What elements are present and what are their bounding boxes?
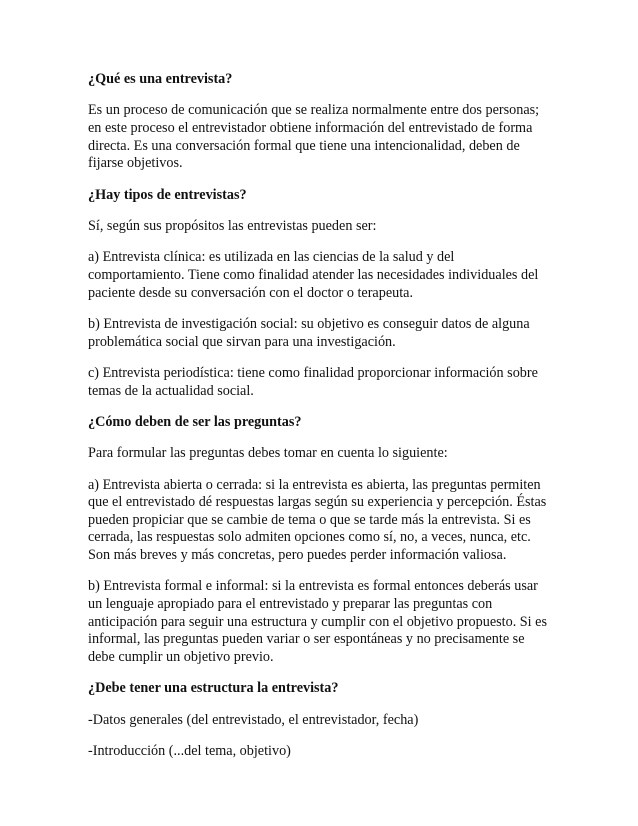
paragraph	[88, 249, 558, 302]
paragraph-line: Son más breves y más concretas, pero puedes perder información valiosa.	[88, 547, 507, 564]
section-heading: ¿Cómo deben de ser las preguntas?	[88, 413, 302, 430]
paragraph-line: fijarse objetivos.	[88, 155, 183, 172]
paragraph-line: un lenguaje apropiado para el entrevistado y preparar las preguntas con	[88, 596, 493, 613]
paragraph-line: b) Entrevista de investigación social: su objetivo es conseguir datos de alguna	[88, 315, 530, 332]
paragraph	[88, 743, 558, 761]
paragraph-line: a) Entrevista abierta o cerrada: si la entrevista es abierta, las preguntas permiten	[88, 476, 541, 493]
paragraph	[88, 445, 558, 463]
paragraph	[88, 477, 558, 565]
paragraph-line: informal, las preguntas pueden variar o ser espontáneas y no precisamente se	[88, 631, 525, 648]
paragraph-line: b) Entrevista formal e informal: si la entrevista es formal entonces deberás usar	[88, 578, 538, 595]
paragraph-line: -Datos generales (del entrevistado, el entrevistador, fecha)	[88, 711, 419, 728]
paragraph	[88, 316, 558, 351]
paragraph-line: pueden propiciar que se cambie de tema o que se tarde más la entrevista. Si es	[88, 511, 531, 528]
section-heading: ¿Debe tener una estructura la entrevista?	[88, 680, 339, 697]
section-heading: ¿Qué es una entrevista?	[88, 71, 233, 87]
paragraph-line: temas de la actualidad social.	[88, 382, 254, 399]
paragraph-line: comportamiento. Tiene como finalidad atender las necesidades individuales del	[88, 266, 539, 283]
paragraph-line: Es un proceso de comunicación que se realiza normalmente entre dos personas;	[88, 102, 540, 119]
paragraph-line: anticipación para seguir una estructura y cumplir con el objetivo propuesto. Si es	[88, 613, 547, 630]
paragraph-line: Sí, según sus propósitos las entrevistas pueden ser:	[88, 217, 377, 234]
paragraph-line: que el entrevistado dé respuestas largas según su experiencia y percepción. Éstas	[88, 494, 547, 511]
paragraph-line: -Introducción (...del tema, objetivo)	[88, 742, 291, 759]
paragraph-line: debe cumplir un objetivo previo.	[88, 648, 274, 665]
paragraph	[88, 218, 558, 236]
paragraph-line: Para formular las preguntas debes tomar en cuenta lo siguiente:	[88, 445, 448, 462]
paragraph	[88, 365, 558, 400]
paragraph-line: en este proceso el entrevistador obtiene información del entrevistado de forma	[88, 119, 533, 136]
paragraph	[88, 712, 558, 730]
paragraph-line: cerrada, las respuestas solo admiten opciones como sí, no, a veces, nunca, etc.	[88, 529, 531, 546]
document-page	[88, 71, 558, 774]
paragraph-line: problemática social que sirvan para una investigación.	[88, 333, 396, 350]
paragraph-line: paciente desde su conversación con el doctor o terapeuta.	[88, 284, 413, 301]
paragraph-line: c) Entrevista periodística: tiene como finalidad proporcionar información sobre	[88, 364, 538, 381]
paragraph-line: a) Entrevista clínica: es utilizada en las ciencias de la salud y del	[88, 249, 455, 266]
paragraph	[88, 578, 558, 666]
paragraph-line: directa. Es una conversación formal que tiene una intencionalidad, deben de	[88, 137, 520, 154]
section-heading: ¿Hay tipos de entrevistas?	[88, 186, 247, 203]
paragraph	[88, 102, 558, 172]
